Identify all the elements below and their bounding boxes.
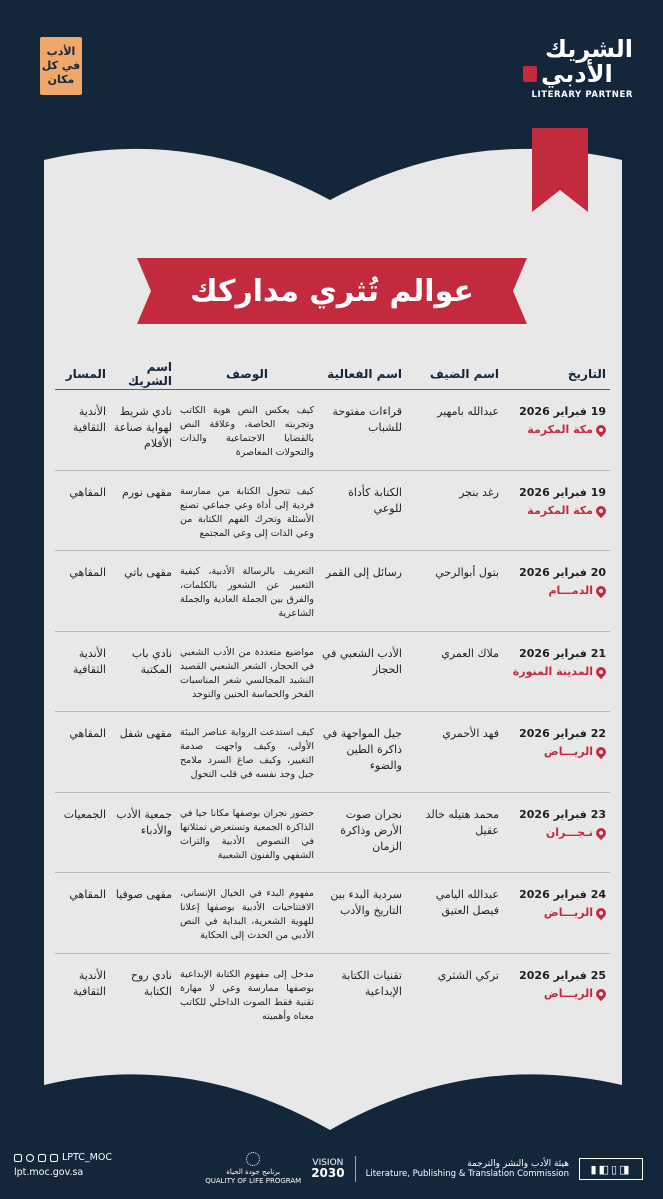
vision-label: VISION: [312, 1158, 344, 1168]
table-row: [55, 873, 610, 954]
header-partner: اسم الشريك: [128, 359, 172, 388]
event-city: المدينة المنورة: [512, 664, 593, 678]
footer-contact: [14, 1150, 112, 1180]
event-description: كيف تتحول الكتابة من ممارسة فردية إلى أداة وعي جماعي تصنع الأسئلة وتحرك الفهم الكتابة من وعي الذات إلى وعي المجتمع: [180, 485, 314, 539]
partner-name: نادي باب المكتبة: [131, 646, 172, 676]
tagline-line-1: الأدب: [46, 45, 76, 58]
event-date: 20 فبراير 2026: [519, 566, 606, 579]
tagline-line-2: في كل: [41, 59, 81, 72]
date-cell: [505, 807, 610, 873]
event-description: حضور نجران بوصفها مكانا حيا في الذاكرة الجمعية وتستعرض تمثلاتها في النصوص الأدبية والتراث الشفهي والفنون الشعبية: [180, 807, 314, 861]
quality-of-life-icon: [246, 1152, 260, 1166]
literary-partner-logo: [523, 36, 633, 100]
event-name: قراءات مفتوحة للشباب: [332, 405, 402, 434]
table-row: [55, 712, 610, 793]
location-pin-icon: [594, 906, 608, 920]
location-pin-icon: [594, 423, 608, 437]
partner-name: مقهى نورم: [121, 485, 172, 499]
event-date: 22 فبراير 2026: [519, 727, 606, 740]
partner-name: مقهى صوفيا: [115, 888, 172, 901]
city-wrap: [505, 664, 606, 680]
footer-logos: [205, 1152, 643, 1186]
tiktok-icon[interactable]: [38, 1154, 46, 1162]
date-cell: [505, 565, 610, 631]
guest-name: رغد بنجر: [459, 485, 499, 499]
partner-name: نادي شريط لهواية صناعة الأفلام: [113, 405, 172, 450]
logo-mark-icon: [523, 66, 537, 82]
commission-arabic: هيئة الأدب والنشر والترجمة: [467, 1159, 569, 1169]
event-description: كيف يعكس النص هوية الكاتب وتجربته الخاصة، وعلاقة النص بالقضايا الاجتماعية والذات والتحولات المعاصرة: [180, 405, 314, 458]
logo-arabic-line-2-wrap: [523, 62, 633, 86]
website-link[interactable]: lpt.moc.gov.sa: [14, 1167, 84, 1178]
table-row: [55, 551, 610, 632]
city-wrap: [505, 422, 606, 438]
track-name: الأندية الثقافية: [72, 968, 106, 998]
event-date: 25 فبراير 2026: [519, 968, 606, 982]
date-cell: [505, 887, 610, 953]
event-date: 23 فبراير 2026: [519, 807, 606, 821]
event-city: مكة المكرمة: [527, 423, 593, 436]
table-row: [55, 471, 610, 552]
city-wrap: [505, 744, 606, 760]
table-row: [55, 954, 610, 1035]
youtube-icon[interactable]: [50, 1154, 58, 1162]
date-cell: [505, 646, 610, 712]
city-wrap: [505, 825, 606, 841]
track-name: المقاهي: [69, 727, 106, 740]
event-date: 24 فبراير 2026: [519, 888, 606, 901]
track-name: الأندية الثقافية: [72, 405, 106, 434]
event-name: سردية البدء بين التاريخ والأدب: [330, 888, 402, 917]
tagline-badge: [40, 37, 82, 95]
guest-name: عبدالله بامهير: [437, 405, 499, 418]
event-name: الكتابة كأداة للوعي: [348, 485, 402, 515]
guest-name: فهد الأحمري: [442, 727, 499, 740]
event-description: مفهوم البدء في الخيال الإنساني، الافتتاحيات الأدبية بوصفها إعلانا للهوية الشعرية، البداية في النص الأدبي من الحدث إلى الحكاية: [180, 888, 314, 941]
table-header: [55, 358, 610, 390]
event-city: الريـــاض: [543, 745, 593, 758]
event-name: جيل المواجهة في ذاكرة الطين والضوء: [322, 727, 402, 772]
location-pin-icon: [594, 503, 608, 517]
qol-english: QUALITY OF LIFE PROGRAM: [205, 1177, 302, 1185]
guest-name: ملاك العمري: [441, 646, 499, 660]
table-row: [55, 632, 610, 713]
divider: [355, 1156, 356, 1182]
partner-name: مقهى شفل: [119, 727, 172, 740]
partner-name: نادي روح الكتابة: [130, 968, 172, 998]
x-icon[interactable]: [14, 1154, 22, 1162]
event-city: الريـــاض: [543, 906, 593, 919]
guest-name: محمد هتيله خالد عقيل: [425, 807, 499, 837]
commission-english: Literature, Publishing & Translation Commission: [365, 1169, 569, 1179]
event-city: الدمـــام: [548, 584, 593, 597]
date-cell: [505, 404, 610, 470]
qol-arabic: برنامج جودة الحياة: [226, 1168, 281, 1176]
partner-name: جمعية الأدب والأدباء: [116, 807, 172, 837]
event-city: مكة المكرمة: [527, 503, 593, 517]
track-name: الأندية الثقافية: [72, 646, 106, 676]
event-name: نجران صوت الأرض وذاكرة الزمان: [340, 807, 402, 853]
vision-year: 2030: [311, 1166, 345, 1180]
event-description: مدخل إلى مفهوم الكتابة الإبداعية بوصفها ممارسة وعي لا مهارة تقنية فقط الصوت الداخلي للكاتب معناه وأهميته: [180, 968, 314, 1022]
page-title: عوالم تُثري مداركك: [190, 273, 474, 309]
table-row: [55, 390, 610, 471]
event-city: الريـــاض: [543, 986, 593, 1000]
event-name: الأدب الشعبي في الحجاز: [321, 646, 402, 676]
vision-2030-logo: [311, 1158, 344, 1180]
city-wrap: [505, 986, 606, 1002]
partner-name: مقهى باتي: [124, 566, 172, 579]
location-pin-icon: [594, 584, 608, 598]
table-row: [55, 793, 610, 874]
commission-logo-icon: ▮◧▯◨: [579, 1158, 643, 1180]
header-date: التاريخ: [567, 366, 606, 381]
header-desc: الوصف: [225, 366, 269, 381]
event-description: التعريف بالرسالة الأدبية، كيفية التعبير عن الشعور بالكلمات، والفرق بين الجملة العادية والجملة الشاعرية: [180, 566, 314, 619]
header-event: اسم الفعالية: [327, 366, 402, 381]
guest-name: بتول أبوالرحي: [435, 566, 499, 579]
event-name: رسائل إلى القمر: [325, 566, 402, 579]
track-name: المقاهي: [69, 485, 106, 499]
date-cell: [505, 485, 610, 551]
location-pin-icon: [594, 745, 608, 759]
event-name: تقنيات الكتابة الإبداعية: [341, 968, 402, 998]
logo-english: LITERARY PARTNER: [531, 90, 633, 100]
track-name: المقاهي: [69, 888, 106, 901]
logo-arabic-line-2: الأدبي: [541, 60, 613, 88]
city-wrap: [505, 905, 606, 921]
commission-name: [366, 1159, 569, 1179]
event-date: 21 فبراير 2026: [519, 646, 606, 660]
header-guest: اسم الضيف: [429, 366, 499, 381]
event-date: 19 فبراير 2026: [519, 485, 606, 499]
event-city: نـجـــران: [545, 825, 593, 839]
social-handle[interactable]: LPTC_MOC: [62, 1152, 112, 1163]
social-links: [14, 1150, 112, 1165]
event-description: مواضيع متعددة من الأدب الشعبي في الحجاز، الشعر الشعبي القصيد النشيد المجالسي شعر المناسبات الفخر والحماسة الحنين والتوجد: [180, 646, 314, 700]
logo-arabic-line-1: الشريك: [545, 35, 633, 63]
tagline-line-3: مكان: [47, 73, 75, 86]
track-name: المقاهي: [69, 566, 106, 579]
guest-name: تركي الشثري: [437, 968, 499, 982]
location-pin-icon: [594, 986, 608, 1000]
date-cell: [505, 968, 610, 1035]
location-pin-icon: [594, 664, 608, 678]
quality-of-life-logo: [205, 1152, 301, 1186]
guest-name: عبدالله اليامي فيصل العتيق: [435, 888, 499, 917]
event-description: كيف استدعت الرواية عناصر البيئة الأولى، وكيف واجهت صدمة التغيير، وكيف صاغ السرد ملامح جيل وجد نفسه في قلب التحول: [180, 727, 314, 780]
event-date: 19 فبراير 2026: [519, 405, 606, 418]
bookmark-ribbon: [532, 128, 588, 212]
track-name: الجمعيات: [63, 807, 106, 821]
header-track: المسار: [65, 366, 106, 381]
city-wrap: [505, 503, 606, 519]
location-pin-icon: [594, 825, 608, 839]
date-cell: [505, 726, 610, 792]
instagram-icon[interactable]: [26, 1154, 34, 1162]
events-table: [55, 358, 610, 1034]
city-wrap: [505, 583, 606, 599]
